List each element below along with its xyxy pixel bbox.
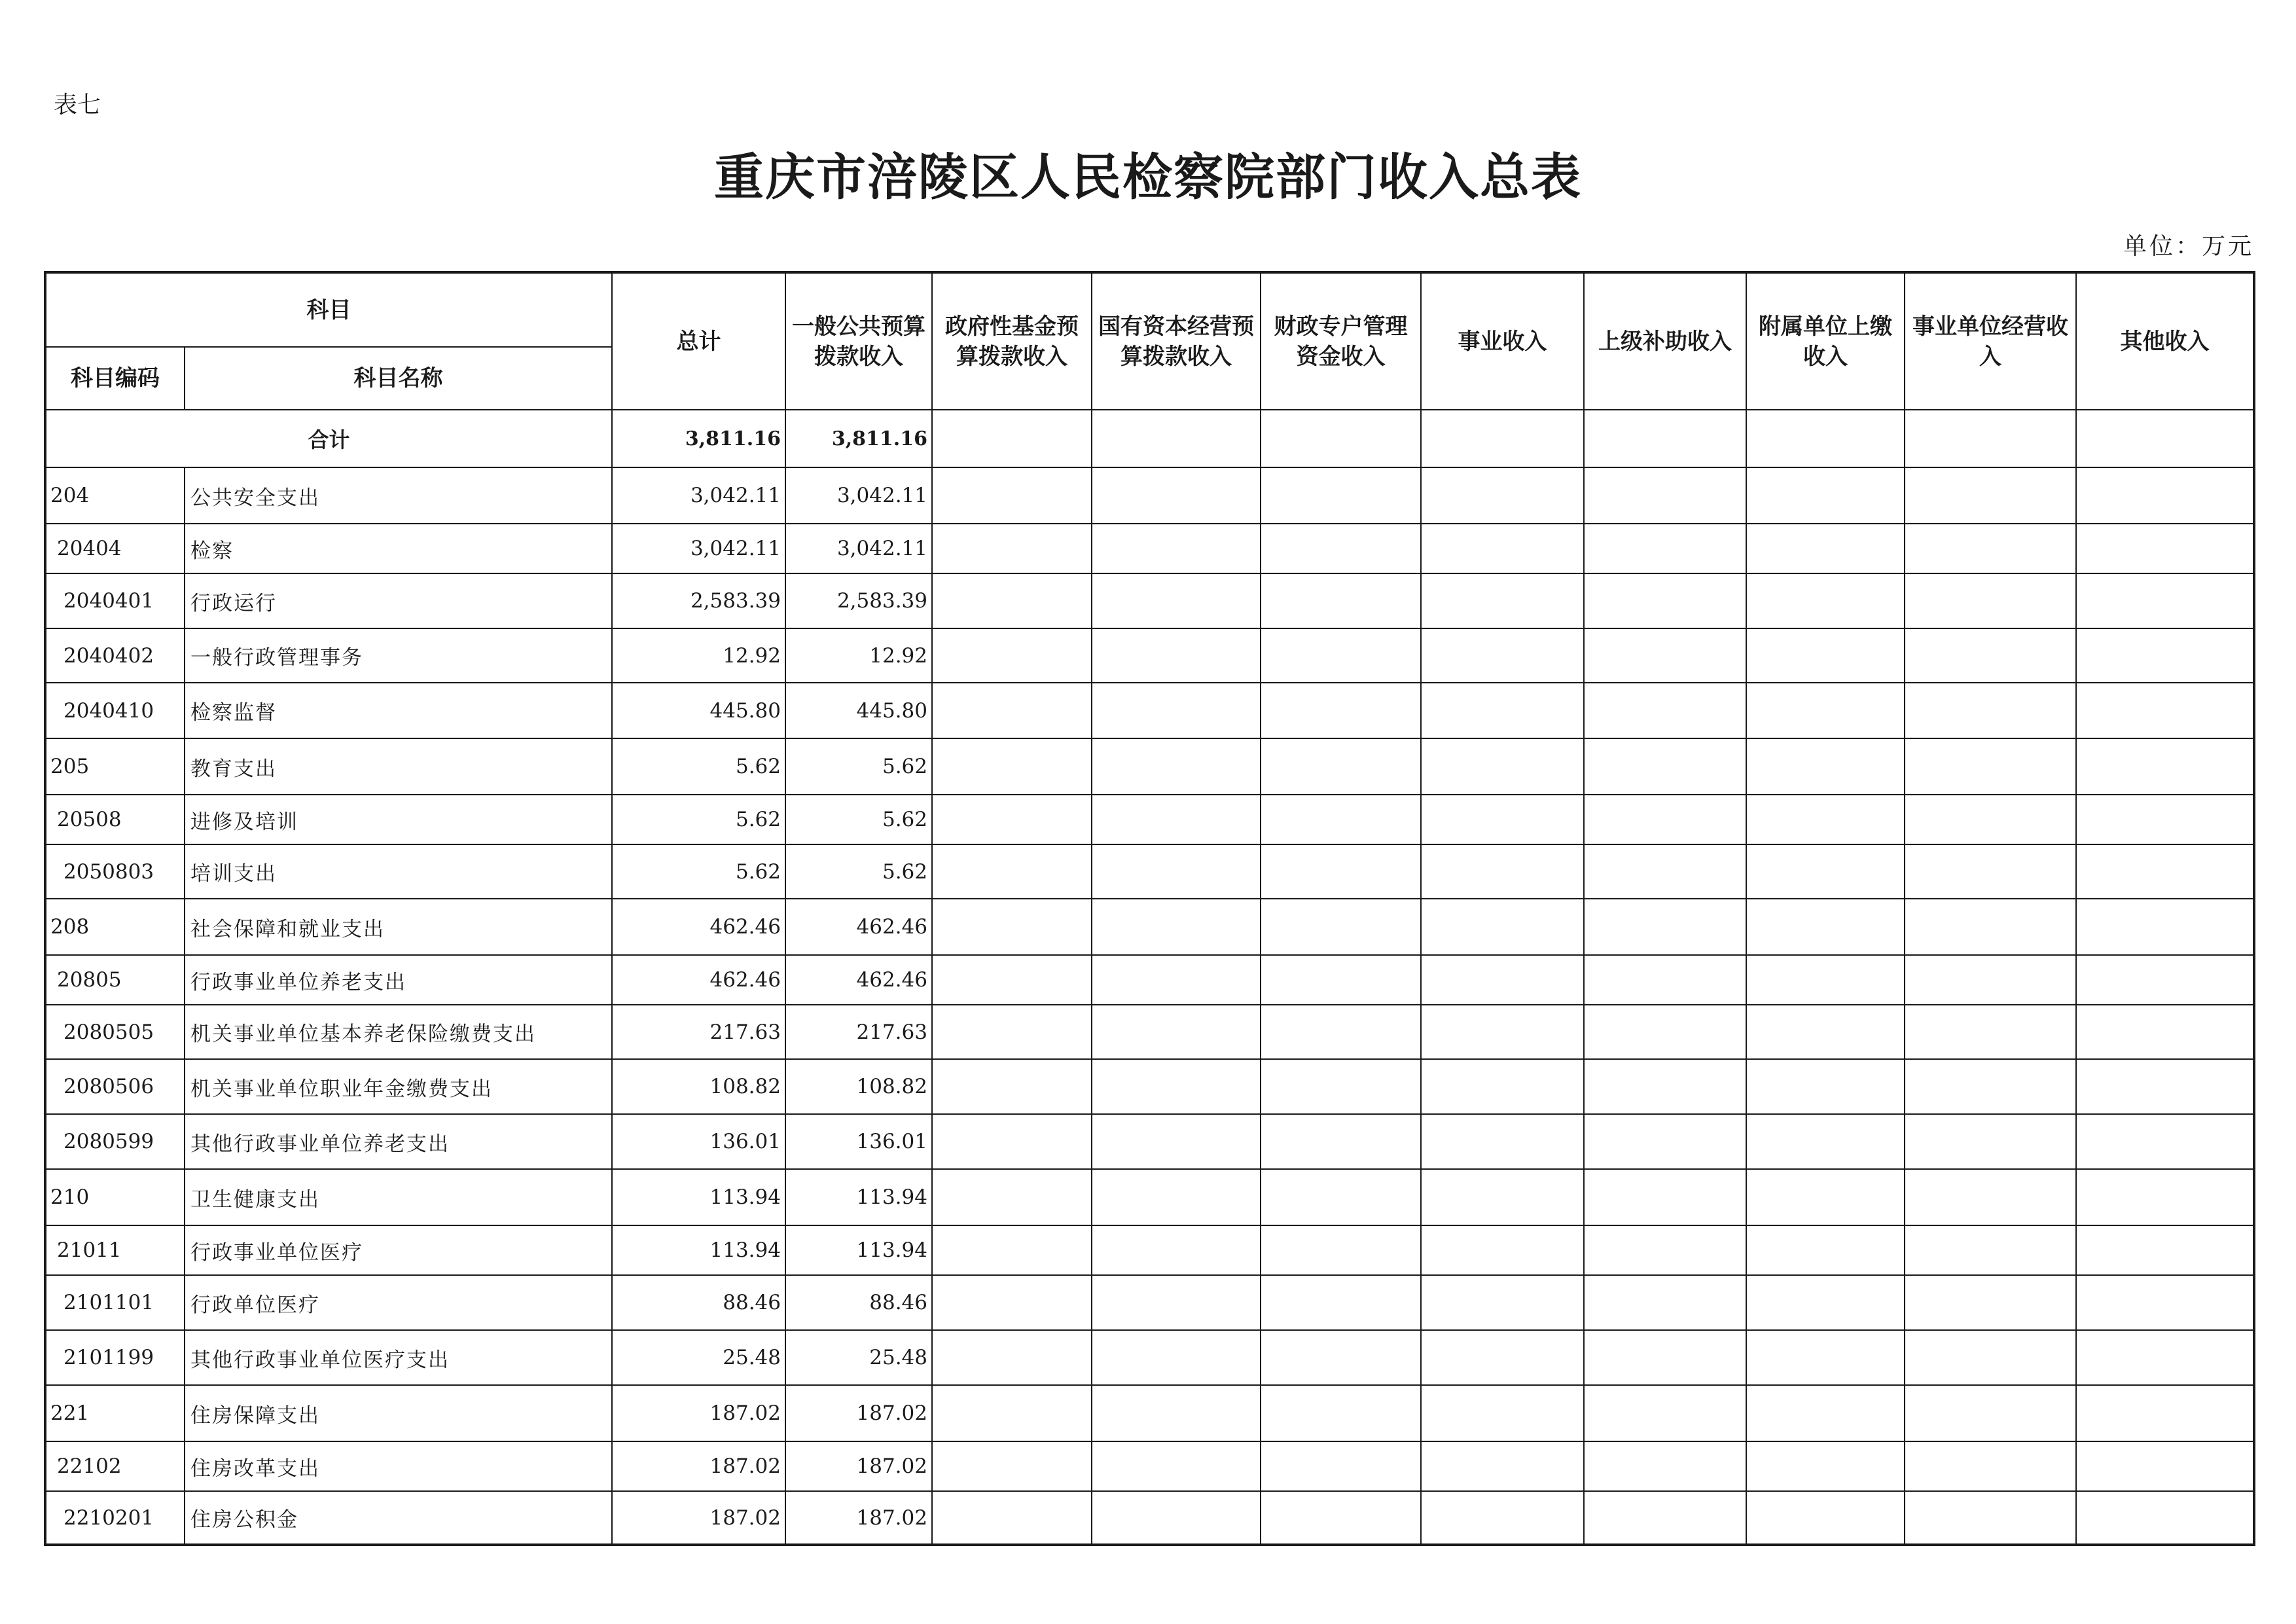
- row-code: 21011: [45, 1225, 185, 1275]
- row-empty-cell: [1746, 1275, 1905, 1330]
- row-empty-cell: [2076, 844, 2254, 899]
- row-total: 136.01: [612, 1114, 785, 1169]
- row-empty-cell: [2076, 1330, 2254, 1385]
- row-empty-cell: [1584, 1385, 1746, 1441]
- table-row: [45, 683, 2254, 738]
- totals-general-budget: 3,811.16: [785, 410, 932, 467]
- row-empty-cell: [2076, 1005, 2254, 1059]
- row-total: 445.80: [612, 683, 785, 738]
- row-name: 行政事业单位养老支出: [185, 955, 612, 1005]
- row-total: 113.94: [612, 1225, 785, 1275]
- row-empty-cell: [1421, 1385, 1584, 1441]
- totals-cell: [1905, 410, 2076, 467]
- row-empty-cell: [1746, 795, 1905, 844]
- row-name: 社会保障和就业支出: [185, 899, 612, 955]
- row-empty-cell: [1746, 844, 1905, 899]
- table-row: [45, 1385, 2254, 1441]
- row-empty-cell: [1746, 683, 1905, 738]
- row-empty-cell: [1584, 1330, 1746, 1385]
- page-title: 重庆市涪陵区人民检察院部门收入总表: [714, 148, 1582, 206]
- row-empty-cell: [932, 738, 1092, 795]
- row-empty-cell: [932, 1225, 1092, 1275]
- row-name: 教育支出: [185, 738, 612, 795]
- row-empty-cell: [1092, 1491, 1261, 1545]
- row-empty-cell: [1421, 844, 1584, 899]
- row-name: 检察: [185, 524, 612, 573]
- row-empty-cell: [1261, 1005, 1421, 1059]
- row-empty-cell: [1584, 844, 1746, 899]
- row-empty-cell: [1584, 795, 1746, 844]
- row-name: 行政单位医疗: [185, 1275, 612, 1330]
- row-empty-cell: [2076, 955, 2254, 1005]
- row-empty-cell: [1261, 738, 1421, 795]
- table-row: [45, 1330, 2254, 1385]
- header-business-income: 事业收入: [1421, 272, 1584, 410]
- totals-cell: [1261, 410, 1421, 467]
- row-empty-cell: [1905, 1330, 2076, 1385]
- row-empty-cell: [1261, 1441, 1421, 1491]
- header-state-capital: 国有资本经营预算拨款收入: [1092, 272, 1261, 410]
- row-code: 205: [45, 738, 185, 795]
- row-name: 其他行政事业单位养老支出: [185, 1114, 612, 1169]
- row-name: 机关事业单位基本养老保险缴费支出: [185, 1005, 612, 1059]
- row-empty-cell: [1261, 1330, 1421, 1385]
- row-empty-cell: [2076, 1385, 2254, 1441]
- row-empty-cell: [1746, 1330, 1905, 1385]
- row-code: 2101101: [45, 1275, 185, 1330]
- row-empty-cell: [1746, 1169, 1905, 1225]
- row-total: 2,583.39: [612, 573, 785, 628]
- row-empty-cell: [1092, 955, 1261, 1005]
- header-total: 总计: [612, 272, 785, 410]
- row-empty-cell: [1905, 1169, 2076, 1225]
- unit-label: 单位：万元: [2123, 233, 2254, 260]
- row-general-budget: 113.94: [785, 1169, 932, 1225]
- row-name: 公共安全支出: [185, 467, 612, 524]
- row-code: 20508: [45, 795, 185, 844]
- row-empty-cell: [1905, 1059, 2076, 1114]
- row-name: 住房保障支出: [185, 1385, 612, 1441]
- row-name: 卫生健康支出: [185, 1169, 612, 1225]
- row-empty-cell: [1092, 1441, 1261, 1491]
- row-empty-cell: [1584, 524, 1746, 573]
- row-general-budget: 3,042.11: [785, 524, 932, 573]
- row-general-budget: 12.92: [785, 628, 932, 683]
- row-empty-cell: [1584, 573, 1746, 628]
- table-row: [45, 844, 2254, 899]
- row-empty-cell: [1092, 1275, 1261, 1330]
- row-empty-cell: [1092, 683, 1261, 738]
- row-total: 3,042.11: [612, 467, 785, 524]
- row-empty-cell: [1421, 795, 1584, 844]
- row-total: 217.63: [612, 1005, 785, 1059]
- header-affiliated-payment: 附属单位上缴收入: [1746, 272, 1905, 410]
- row-empty-cell: [1261, 628, 1421, 683]
- row-empty-cell: [1421, 628, 1584, 683]
- row-empty-cell: [1584, 1225, 1746, 1275]
- row-empty-cell: [1746, 1059, 1905, 1114]
- row-empty-cell: [1092, 1225, 1261, 1275]
- row-empty-cell: [2076, 1059, 2254, 1114]
- row-empty-cell: [1905, 524, 2076, 573]
- row-empty-cell: [1746, 1114, 1905, 1169]
- row-empty-cell: [1421, 899, 1584, 955]
- row-empty-cell: [1421, 1114, 1584, 1169]
- row-empty-cell: [1746, 1491, 1905, 1545]
- row-empty-cell: [1092, 738, 1261, 795]
- row-empty-cell: [1421, 1225, 1584, 1275]
- row-empty-cell: [1584, 1275, 1746, 1330]
- row-empty-cell: [1421, 1275, 1584, 1330]
- row-code: 2080505: [45, 1005, 185, 1059]
- header-operating-income: 事业单位经营收入: [1905, 272, 2076, 410]
- header-code: 科目编码: [45, 347, 185, 410]
- row-empty-cell: [1261, 1385, 1421, 1441]
- totals-total: 3,811.16: [612, 410, 785, 467]
- row-empty-cell: [1261, 524, 1421, 573]
- row-empty-cell: [1584, 738, 1746, 795]
- row-empty-cell: [2076, 467, 2254, 524]
- row-empty-cell: [1905, 1225, 2076, 1275]
- totals-cell: [1746, 410, 1905, 467]
- row-empty-cell: [932, 1330, 1092, 1385]
- row-empty-cell: [932, 1169, 1092, 1225]
- row-empty-cell: [1092, 628, 1261, 683]
- row-empty-cell: [1261, 1225, 1421, 1275]
- header-other-income: 其他收入: [2076, 272, 2254, 410]
- row-empty-cell: [1746, 955, 1905, 1005]
- row-empty-cell: [1905, 1005, 2076, 1059]
- row-empty-cell: [932, 1385, 1092, 1441]
- row-empty-cell: [1746, 1441, 1905, 1491]
- row-code: 2080506: [45, 1059, 185, 1114]
- row-empty-cell: [1421, 1330, 1584, 1385]
- row-empty-cell: [1905, 683, 2076, 738]
- row-empty-cell: [1905, 573, 2076, 628]
- row-code: 2210201: [45, 1491, 185, 1545]
- row-name: 行政运行: [185, 573, 612, 628]
- row-code: 2080599: [45, 1114, 185, 1169]
- row-code: 2040402: [45, 628, 185, 683]
- row-general-budget: 462.46: [785, 899, 932, 955]
- row-empty-cell: [1584, 1114, 1746, 1169]
- row-empty-cell: [2076, 899, 2254, 955]
- row-empty-cell: [932, 628, 1092, 683]
- header-fiscal-account: 财政专户管理资金收入: [1261, 272, 1421, 410]
- row-empty-cell: [1746, 899, 1905, 955]
- row-empty-cell: [1421, 955, 1584, 1005]
- row-code: 22102: [45, 1441, 185, 1491]
- row-empty-cell: [1746, 573, 1905, 628]
- row-general-budget: 2,583.39: [785, 573, 932, 628]
- row-name: 行政事业单位医疗: [185, 1225, 612, 1275]
- row-empty-cell: [1421, 524, 1584, 573]
- row-name: 进修及培训: [185, 795, 612, 844]
- row-empty-cell: [2076, 524, 2254, 573]
- row-code: 20404: [45, 524, 185, 573]
- row-general-budget: 462.46: [785, 955, 932, 1005]
- row-empty-cell: [1092, 524, 1261, 573]
- table-row: [45, 795, 2254, 844]
- row-empty-cell: [2076, 1491, 2254, 1545]
- row-empty-cell: [1584, 628, 1746, 683]
- row-empty-cell: [932, 1275, 1092, 1330]
- totals-cell: [1421, 410, 1584, 467]
- row-code: 221: [45, 1385, 185, 1441]
- row-empty-cell: [1261, 1275, 1421, 1330]
- row-empty-cell: [932, 1005, 1092, 1059]
- row-empty-cell: [1905, 899, 2076, 955]
- totals-row: [45, 410, 2254, 467]
- row-empty-cell: [932, 844, 1092, 899]
- row-name: 住房公积金: [185, 1491, 612, 1545]
- row-empty-cell: [932, 795, 1092, 844]
- row-general-budget: 187.02: [785, 1491, 932, 1545]
- row-empty-cell: [1261, 899, 1421, 955]
- row-empty-cell: [932, 1441, 1092, 1491]
- row-empty-cell: [932, 573, 1092, 628]
- row-general-budget: 187.02: [785, 1441, 932, 1491]
- row-code: 20805: [45, 955, 185, 1005]
- header-subject: 科目: [45, 272, 612, 347]
- row-empty-cell: [1261, 844, 1421, 899]
- row-empty-cell: [1584, 899, 1746, 955]
- row-name: 机关事业单位职业年金缴费支出: [185, 1059, 612, 1114]
- row-empty-cell: [1746, 1385, 1905, 1441]
- row-empty-cell: [2076, 683, 2254, 738]
- row-empty-cell: [1421, 683, 1584, 738]
- row-total: 25.48: [612, 1330, 785, 1385]
- table-row: [45, 1005, 2254, 1059]
- row-general-budget: 187.02: [785, 1385, 932, 1441]
- row-total: 462.46: [612, 899, 785, 955]
- row-empty-cell: [1584, 1441, 1746, 1491]
- row-total: 5.62: [612, 738, 785, 795]
- row-empty-cell: [1092, 467, 1261, 524]
- row-empty-cell: [1421, 738, 1584, 795]
- table-row: [45, 1169, 2254, 1225]
- table-row: [45, 955, 2254, 1005]
- row-empty-cell: [1905, 1441, 2076, 1491]
- row-empty-cell: [932, 1491, 1092, 1545]
- row-empty-cell: [2076, 1275, 2254, 1330]
- row-code: 210: [45, 1169, 185, 1225]
- row-empty-cell: [1421, 573, 1584, 628]
- row-total: 187.02: [612, 1441, 785, 1491]
- row-empty-cell: [1421, 1441, 1584, 1491]
- row-empty-cell: [2076, 1441, 2254, 1491]
- row-empty-cell: [1092, 1169, 1261, 1225]
- table-row: [45, 899, 2254, 955]
- row-empty-cell: [1905, 628, 2076, 683]
- row-empty-cell: [1261, 1114, 1421, 1169]
- row-code: 204: [45, 467, 185, 524]
- row-general-budget: 88.46: [785, 1275, 932, 1330]
- row-empty-cell: [1584, 955, 1746, 1005]
- table-row: [45, 1225, 2254, 1275]
- table-row: [45, 1441, 2254, 1491]
- row-empty-cell: [932, 683, 1092, 738]
- row-empty-cell: [2076, 1114, 2254, 1169]
- row-empty-cell: [1421, 467, 1584, 524]
- row-empty-cell: [1905, 955, 2076, 1005]
- row-empty-cell: [1746, 1005, 1905, 1059]
- header-name: 科目名称: [185, 347, 612, 410]
- row-empty-cell: [1746, 1225, 1905, 1275]
- row-empty-cell: [2076, 1169, 2254, 1225]
- row-empty-cell: [1746, 467, 1905, 524]
- row-empty-cell: [1421, 1059, 1584, 1114]
- row-total: 12.92: [612, 628, 785, 683]
- row-empty-cell: [932, 899, 1092, 955]
- row-empty-cell: [1746, 524, 1905, 573]
- row-empty-cell: [1421, 1005, 1584, 1059]
- row-code: 2050803: [45, 844, 185, 899]
- row-general-budget: 5.62: [785, 795, 932, 844]
- totals-label: 合计: [45, 410, 612, 467]
- row-empty-cell: [1261, 955, 1421, 1005]
- table-row: [45, 738, 2254, 795]
- row-code: 2101199: [45, 1330, 185, 1385]
- row-name: 培训支出: [185, 844, 612, 899]
- row-general-budget: 5.62: [785, 844, 932, 899]
- header-superior-subsidy: 上级补助收入: [1584, 272, 1746, 410]
- row-total: 187.02: [612, 1491, 785, 1545]
- row-name: 住房改革支出: [185, 1441, 612, 1491]
- row-code: 2040401: [45, 573, 185, 628]
- table-row: [45, 1059, 2254, 1114]
- row-empty-cell: [2076, 573, 2254, 628]
- row-name: 一般行政管理事务: [185, 628, 612, 683]
- table-row: [45, 1114, 2254, 1169]
- row-total: 108.82: [612, 1059, 785, 1114]
- row-name: 检察监督: [185, 683, 612, 738]
- row-empty-cell: [932, 1114, 1092, 1169]
- row-name: 其他行政事业单位医疗支出: [185, 1330, 612, 1385]
- row-empty-cell: [1584, 1491, 1746, 1545]
- row-empty-cell: [1905, 738, 2076, 795]
- row-empty-cell: [932, 955, 1092, 1005]
- row-empty-cell: [1261, 1169, 1421, 1225]
- row-empty-cell: [1584, 1169, 1746, 1225]
- row-empty-cell: [1092, 899, 1261, 955]
- row-total: 187.02: [612, 1385, 785, 1441]
- row-total: 5.62: [612, 795, 785, 844]
- row-total: 462.46: [612, 955, 785, 1005]
- row-empty-cell: [1092, 1330, 1261, 1385]
- row-empty-cell: [1905, 1491, 2076, 1545]
- row-general-budget: 3,042.11: [785, 467, 932, 524]
- row-empty-cell: [1261, 1059, 1421, 1114]
- totals-cell: [1092, 410, 1261, 467]
- row-empty-cell: [932, 524, 1092, 573]
- row-empty-cell: [1746, 738, 1905, 795]
- row-empty-cell: [2076, 795, 2254, 844]
- table-row: [45, 467, 2254, 524]
- row-empty-cell: [1092, 573, 1261, 628]
- row-empty-cell: [1092, 1005, 1261, 1059]
- row-empty-cell: [1584, 467, 1746, 524]
- header-gov-fund: 政府性基金预算拨款收入: [932, 272, 1092, 410]
- row-general-budget: 25.48: [785, 1330, 932, 1385]
- table-row: [45, 628, 2254, 683]
- row-empty-cell: [1905, 467, 2076, 524]
- row-code: 208: [45, 899, 185, 955]
- row-empty-cell: [1261, 795, 1421, 844]
- row-total: 3,042.11: [612, 524, 785, 573]
- table-row: [45, 573, 2254, 628]
- totals-cell: [1584, 410, 1746, 467]
- row-empty-cell: [1261, 467, 1421, 524]
- row-general-budget: 108.82: [785, 1059, 932, 1114]
- row-empty-cell: [1584, 683, 1746, 738]
- row-empty-cell: [1584, 1059, 1746, 1114]
- row-empty-cell: [2076, 1225, 2254, 1275]
- row-empty-cell: [1092, 1059, 1261, 1114]
- totals-cell: [932, 410, 1092, 467]
- row-empty-cell: [1092, 1385, 1261, 1441]
- row-empty-cell: [932, 1059, 1092, 1114]
- table-row: [45, 524, 2254, 573]
- row-empty-cell: [1261, 1491, 1421, 1545]
- row-empty-cell: [2076, 738, 2254, 795]
- row-general-budget: 5.62: [785, 738, 932, 795]
- row-total: 113.94: [612, 1169, 785, 1225]
- row-empty-cell: [1261, 573, 1421, 628]
- totals-cell: [2076, 410, 2254, 467]
- row-empty-cell: [1092, 795, 1261, 844]
- row-empty-cell: [1421, 1169, 1584, 1225]
- row-total: 88.46: [612, 1275, 785, 1330]
- row-general-budget: 445.80: [785, 683, 932, 738]
- header-general-budget: 一般公共预算拨款收入: [785, 272, 932, 410]
- row-empty-cell: [1905, 1275, 2076, 1330]
- table-number-label: 表七: [54, 92, 101, 118]
- row-general-budget: 217.63: [785, 1005, 932, 1059]
- row-empty-cell: [1421, 1491, 1584, 1545]
- row-empty-cell: [1905, 844, 2076, 899]
- row-empty-cell: [1092, 844, 1261, 899]
- row-empty-cell: [1584, 1005, 1746, 1059]
- row-general-budget: 113.94: [785, 1225, 932, 1275]
- row-empty-cell: [932, 467, 1092, 524]
- table-row: [45, 1491, 2254, 1545]
- row-empty-cell: [2076, 628, 2254, 683]
- row-empty-cell: [1905, 1385, 2076, 1441]
- row-total: 5.62: [612, 844, 785, 899]
- row-code: 2040410: [45, 683, 185, 738]
- row-empty-cell: [1092, 1114, 1261, 1169]
- income-summary-table: [44, 271, 2255, 1546]
- table-row: [45, 1275, 2254, 1330]
- row-empty-cell: [1261, 683, 1421, 738]
- row-empty-cell: [1746, 628, 1905, 683]
- row-general-budget: 136.01: [785, 1114, 932, 1169]
- row-empty-cell: [1905, 795, 2076, 844]
- row-empty-cell: [1905, 1114, 2076, 1169]
